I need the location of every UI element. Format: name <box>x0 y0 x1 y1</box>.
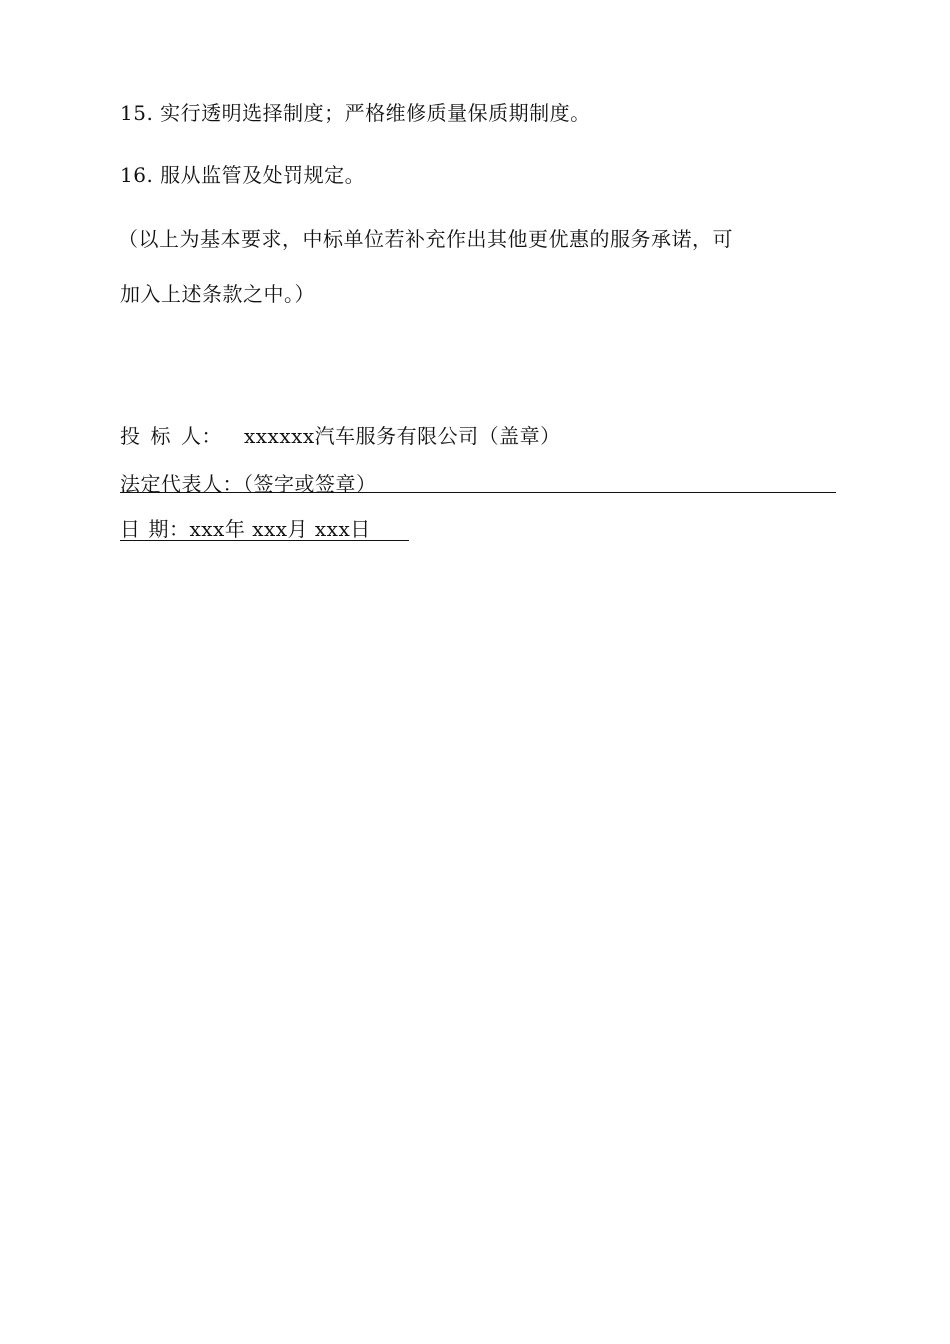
bidder-value: xxxxxx汽车服务有限公司（盖章） <box>244 424 561 448</box>
date-label-char-1: 日 <box>120 517 141 541</box>
bidder-label-char-3: 人： <box>181 424 222 448</box>
date-row <box>120 515 371 543</box>
legal-rep-label: 法定代表人： <box>120 472 243 496</box>
legal-rep-value: （签字或签章） <box>243 472 377 496</box>
note-line-1: （以上为基本要求，中标单位若补充作出其他更优惠的服务承诺，可 <box>118 227 733 251</box>
date-label-char-2: 期： <box>148 517 190 541</box>
date-value: xxx年 xxx月 xxx日 <box>189 517 371 541</box>
date-underline <box>120 540 409 541</box>
bidder-label-char-1: 投 <box>120 424 141 448</box>
bidder-row <box>120 422 561 450</box>
bidder-label-char-2: 标 <box>150 424 171 448</box>
legal-representative-row <box>120 470 377 498</box>
legal-rep-signature-underline <box>120 492 836 493</box>
clause-16: 16. 服从监管及处罚规定。 <box>120 163 366 187</box>
note-line-2: 加入上述条款之中。） <box>120 282 315 306</box>
clause-15: 15. 实行透明选择制度；严格维修质量保质期制度。 <box>120 101 591 125</box>
